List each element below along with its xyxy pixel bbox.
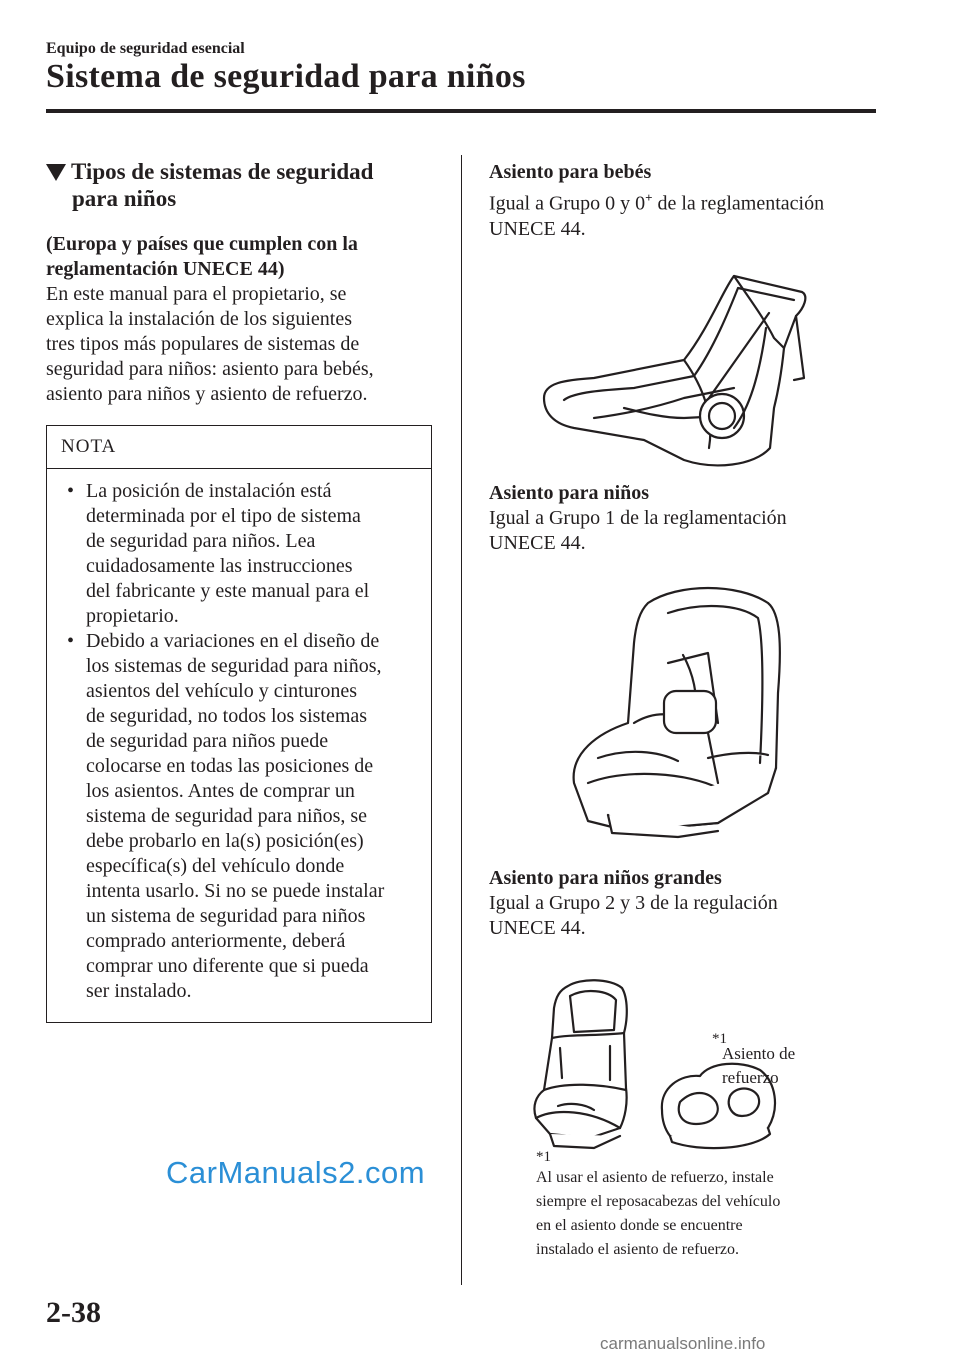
subheading-line: reglamentación UNECE 44) [46, 258, 285, 280]
column-divider [461, 155, 462, 1285]
intro-line: tres tipos más populares de sistemas de [46, 333, 360, 355]
footnote-mark-text: *1 [536, 1149, 551, 1165]
intro-line: En este manual para el propietario, se [46, 283, 347, 305]
baby-seat-block [489, 160, 879, 242]
region-subheading [46, 232, 436, 282]
note-line: ser instalado. [86, 980, 192, 1002]
booster-seat-block [489, 866, 879, 941]
page-number: 2-38 [46, 1296, 101, 1329]
note-line: intenta usarlo. Si no se puede instalar [86, 880, 385, 902]
note-line: de seguridad para niños. Lea [86, 530, 316, 552]
note-line: propietario. [86, 605, 179, 627]
child-seat-illustration [568, 583, 794, 839]
note-item [61, 629, 421, 1004]
superscript-plus: + [645, 190, 653, 205]
note-line: asientos del vehículo y cinturones [86, 680, 358, 702]
note-line: sistema de seguridad para niños, se [86, 805, 368, 827]
callout-label [722, 1042, 795, 1090]
intro-paragraph [46, 282, 436, 407]
note-line: determinada por el tipo de sistema [86, 505, 361, 527]
footnote [536, 1166, 876, 1262]
note-line: de seguridad para niños puede [86, 730, 329, 752]
intro-line: explica la instalación de los siguientes [46, 308, 353, 330]
footnote-line: en el asiento donde se encuentre [536, 1217, 743, 1234]
booster-seat-desc: Igual a Grupo 2 y 3 de la regulación [489, 892, 778, 914]
note-item [61, 479, 421, 629]
footnote-line: siempre el reposacabezas del vehículo [536, 1193, 781, 1210]
bullet-icon: • [67, 630, 75, 652]
note-line: debe probarlo en la(s) posición(es) [86, 830, 364, 852]
note-line: La posición de instalación está [86, 480, 332, 502]
note-line: Debido a variaciones en el diseño de [86, 630, 380, 652]
watermark-text: carmanualsonline.info [600, 1334, 766, 1353]
callout-label-line: refuerzo [722, 1068, 779, 1087]
intro-line: asiento para niños y asiento de refuerzo. [46, 383, 368, 405]
note-line: cuidadosamente las instrucciones [86, 555, 353, 577]
booster-seat-title: Asiento para niños grandes [489, 867, 722, 889]
baby-seat-desc-line2: UNECE 44. [489, 217, 586, 240]
note-line: colocarse en todas las posiciones de [86, 755, 374, 777]
child-seat-title: Asiento para niños [489, 482, 650, 504]
child-seat-desc-line2: UNECE 44. [489, 532, 586, 554]
note-line: un sistema de seguridad para niños [86, 905, 366, 927]
bullet-icon: • [67, 480, 75, 502]
note-body [47, 469, 431, 1022]
note-line: comprar uno diferente que si pueda [86, 955, 369, 977]
section-heading [46, 158, 436, 212]
note-line: específica(s) del vehículo donde [86, 855, 345, 877]
left-column [46, 158, 436, 1023]
booster-seat-desc-line2: UNECE 44. [489, 917, 586, 939]
note-line: comprado anteriormente, deberá [86, 930, 346, 952]
callout-label-line: Asiento de [722, 1044, 796, 1063]
baby-seat-desc-a: Igual a Grupo 0 y 0 [489, 192, 646, 215]
infant-carrier-illustration [534, 268, 826, 478]
subheading-line: (Europa y países que cumplen con la [46, 233, 358, 255]
page-title: Sistema de seguridad para niños [46, 58, 526, 95]
note-line: los asientos. Antes de comprar un [86, 780, 355, 802]
footnote-line: Al usar el asiento de refuerzo, instale [536, 1169, 774, 1186]
header-rule [46, 109, 876, 113]
section-heading-line: Tipos de sistemas de seguridad [71, 159, 374, 184]
child-seat-desc: Igual a Grupo 1 de la reglamentación [489, 507, 787, 529]
note-line: de seguridad, no todos los sistemas [86, 705, 368, 727]
footnote-line: instalado el asiento de refuerzo. [536, 1241, 740, 1258]
watermark-logo: CarManuals2.com [166, 1155, 426, 1190]
baby-seat-desc-b: de la reglamentación [652, 192, 825, 215]
note-line: los sistemas de seguridad para niños, [86, 655, 382, 677]
footnote-mark [536, 1148, 551, 1166]
note-line: del fabricante y este manual para el [86, 580, 370, 602]
note-box [46, 425, 432, 1023]
section-label: Equipo de seguridad esencial [46, 40, 245, 57]
triangle-marker-icon [46, 164, 66, 181]
section-heading-line: para niños [72, 186, 177, 211]
baby-seat-title: Asiento para bebés [489, 161, 652, 183]
child-seat-block [489, 481, 879, 556]
baby-seat-desc [489, 185, 879, 217]
callout-mark-text: *1 [712, 1031, 727, 1047]
intro-line: seguridad para niños: asiento para bebés, [46, 358, 374, 380]
note-title: NOTA [47, 426, 431, 469]
